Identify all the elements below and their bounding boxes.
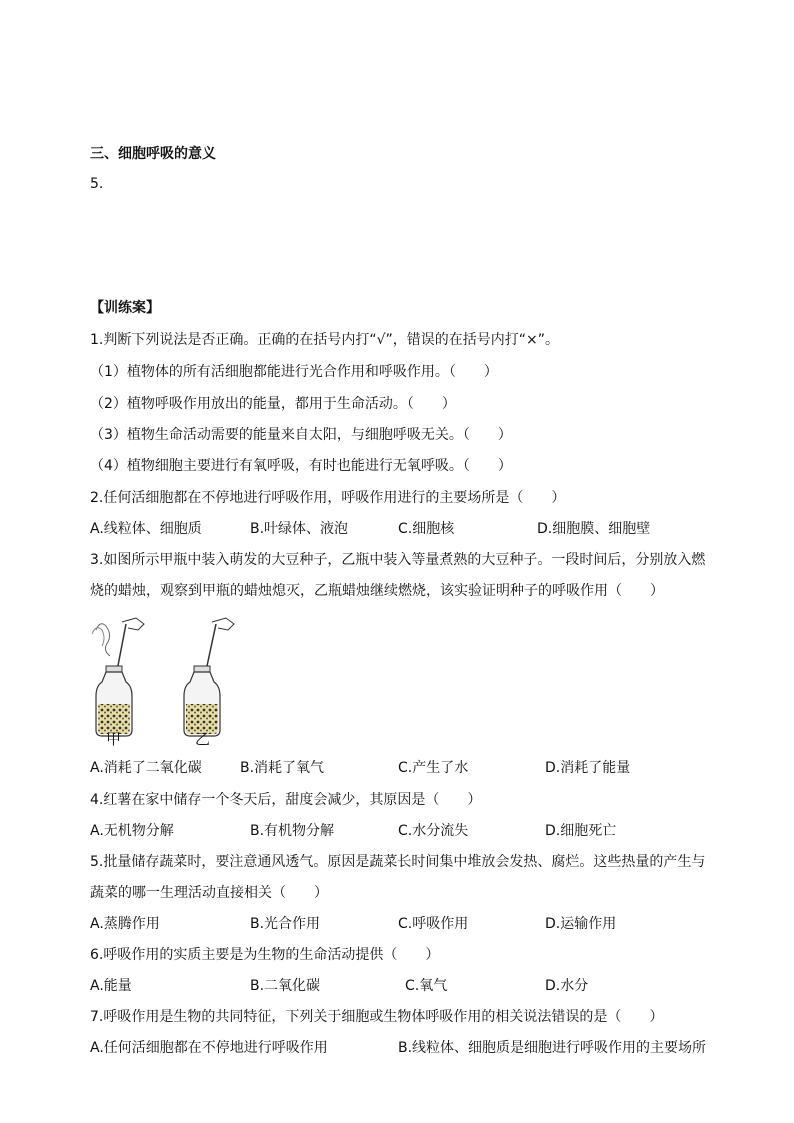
question-5-stem-line-2: 蔬菜的哪一生理活动直接相关（ ） xyxy=(90,885,328,901)
question-2-option-a: A.线粒体、细胞质 xyxy=(90,521,202,537)
jar-b-label: 乙 xyxy=(195,730,211,748)
question-6-option-a: A.能量 xyxy=(90,978,132,994)
question-2-option-b: B.叶绿体、液泡 xyxy=(250,521,349,537)
jar-b xyxy=(184,618,234,736)
question-4-option-a: A.无机物分解 xyxy=(90,823,174,839)
question-4-option-d: D.细胞死亡 xyxy=(545,823,617,839)
question-1-item-4: （4）植物细胞主要进行有氧呼吸，有时也能进行无氧呼吸。（ ） xyxy=(90,458,512,474)
question-3-option-c: C.产生了水 xyxy=(398,760,469,776)
question-5-stem-line-1: 5.批量储存蔬菜时，要注意通风透气。原因是蔬菜长时间集中堆放会发热、腐烂。这些热量的产生与 xyxy=(90,854,706,870)
question-2-option-d: D.细胞膜、细胞壁 xyxy=(537,521,651,537)
question-5-option-a: A.蒸腾作用 xyxy=(90,916,160,932)
question-2-option-c: C.细胞核 xyxy=(398,521,455,537)
section-heading: 三、细胞呼吸的意义 xyxy=(90,146,216,162)
question-3-option-d: D.消耗了能量 xyxy=(545,760,631,776)
question-1-item-2: （2）植物呼吸作用放出的能量，都用于生命活动。（ ） xyxy=(90,396,456,412)
question-4-option-b: B.有机物分解 xyxy=(250,823,335,839)
question-1-item-3: （3）植物生命活动需要的能量来自太阳，与细胞呼吸无关。（ ） xyxy=(90,427,512,443)
training-heading: 【训练案】 xyxy=(90,300,160,316)
question-5-option-d: D.运输作用 xyxy=(545,916,617,932)
question-3-option-b: B.消耗了氧气 xyxy=(240,760,325,776)
question-3-stem-line-2: 烧的蜡烛，观察到甲瓶的蜡烛熄灭，乙瓶蜡烛继续燃烧，该实验证明种子的呼吸作用（ ） xyxy=(90,583,664,599)
question-5-option-c: C.呼吸作用 xyxy=(398,916,469,932)
question-3-option-a: A.消耗了二氧化碳 xyxy=(90,760,202,776)
question-6-option-c: C.氧气 xyxy=(405,978,448,994)
jar-a-label: 甲 xyxy=(106,730,122,748)
question-1-stem: 1.判断下列说法是否正确。正确的在括号内打“√”，错误的在括号内打“×”。 xyxy=(90,332,560,348)
question-6-stem: 6.呼吸作用的实质主要是为生物的生命活动提供（ ） xyxy=(90,947,440,963)
question-7-stem: 7.呼吸作用是生物的共同特征，下列关于细胞或生物体呼吸作用的相关说法错误的是（ ） xyxy=(90,1009,664,1025)
item-5-number: 5. xyxy=(90,176,104,192)
question-6-option-d: D.水分 xyxy=(545,978,589,994)
question-4-option-c: C.水分流失 xyxy=(398,823,469,839)
question-5-option-b: B.光合作用 xyxy=(250,916,321,932)
question-2-stem: 2.任何活细胞都在不停地进行呼吸作用，呼吸作用进行的主要场所是（ ） xyxy=(90,490,566,506)
question-4-stem: 4.红薯在家中储存一个冬天后，甜度会减少，其原因是（ ） xyxy=(90,792,482,808)
question-7-option-a: A.任何活细胞都在不停地进行呼吸作用 xyxy=(90,1040,328,1056)
jar-a xyxy=(92,618,144,736)
question-3-stem-line-1: 3.如图所示甲瓶中装入萌发的大豆种子，乙瓶中装入等量煮熟的大豆种子。一段时间后，分别放入燃 xyxy=(90,552,706,568)
question-6-option-b: B.二氧化碳 xyxy=(250,978,321,994)
question-7-option-b: B.线粒体、细胞质是细胞进行呼吸作用的主要场所 xyxy=(398,1040,707,1056)
question-1-item-1: （1）植物体的所有活细胞都能进行光合作用和呼吸作用。（ ） xyxy=(90,364,498,380)
